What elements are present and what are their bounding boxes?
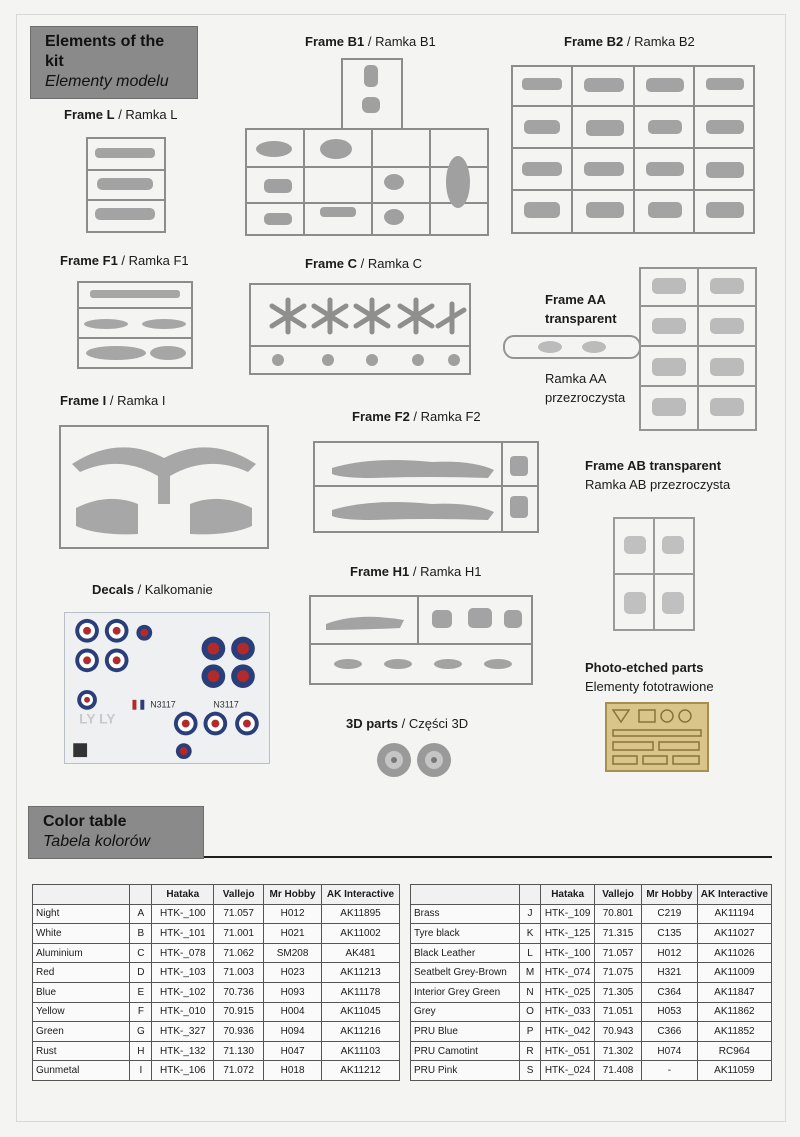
hataka-code: HTK-_033	[541, 1002, 595, 1022]
ak-code: AK11059	[697, 1061, 771, 1081]
table-row	[411, 963, 772, 983]
color-code: E	[130, 982, 152, 1002]
elements-header	[30, 26, 198, 99]
color-table-left	[32, 884, 400, 1081]
vallejo-code: 71.003	[214, 963, 264, 983]
mrhobby-code: H093	[264, 982, 322, 1002]
color-code: R	[519, 1041, 540, 1061]
color-name: Green	[33, 1022, 130, 1042]
frame-ab-label: Frame AB transparent Ramka AB przezroczysta	[585, 458, 731, 492]
vallejo-code: 71.001	[214, 924, 264, 944]
vallejo-code: 71.072	[214, 1061, 264, 1081]
color-code: P	[519, 1022, 540, 1042]
vallejo-code: 71.130	[214, 1041, 264, 1061]
hataka-code: HTK-_074	[541, 963, 595, 983]
mrhobby-code: H053	[642, 1002, 698, 1022]
mrhobby-code: C364	[642, 982, 698, 1002]
color-name: White	[33, 924, 130, 944]
color-name: Gunmetal	[33, 1061, 130, 1081]
hataka-code: HTK-_078	[152, 943, 214, 963]
color-name: Seatbelt Grey-Brown	[411, 963, 520, 983]
frame-f1-sprue	[76, 280, 194, 370]
table-row	[411, 1061, 772, 1081]
vallejo-code: 70.936	[214, 1022, 264, 1042]
vallejo-code: 70.736	[214, 982, 264, 1002]
color-name: Interior Grey Green	[411, 982, 520, 1002]
color-name: Red	[33, 963, 130, 983]
hataka-code: HTK-_327	[152, 1022, 214, 1042]
table-row	[33, 924, 400, 944]
color-name: PRU Blue	[411, 1022, 520, 1042]
mrhobby-code: H094	[264, 1022, 322, 1042]
table-row	[411, 1041, 772, 1061]
ak-code: AK11212	[322, 1061, 400, 1081]
color-name: Brass	[411, 904, 520, 924]
table-row	[33, 1041, 400, 1061]
table-row	[33, 904, 400, 924]
color-table-rule	[204, 856, 772, 858]
frame-i-label: Frame I / Ramka I	[60, 393, 166, 408]
mrhobby-code: SM208	[264, 943, 322, 963]
vallejo-code: 70.943	[595, 1022, 642, 1042]
vallejo-code: 71.051	[595, 1002, 642, 1022]
decals-label: Decals / Kalkomanie	[92, 582, 213, 597]
color-code: B	[130, 924, 152, 944]
mrhobby-code: C366	[642, 1022, 698, 1042]
decal-codes: LY LY	[79, 710, 116, 727]
mrhobby-code: C135	[642, 924, 698, 944]
vallejo-code: 70.915	[214, 1002, 264, 1022]
hataka-code: HTK-_103	[152, 963, 214, 983]
frame-h1-sprue	[308, 594, 534, 686]
color-code: H	[130, 1041, 152, 1061]
hataka-code: HTK-_106	[152, 1061, 214, 1081]
frame-c-label: Frame C / Ramka C	[305, 256, 423, 271]
frame-i-sprue	[58, 424, 270, 550]
color-name: Tyre black	[411, 924, 520, 944]
color-table-right	[410, 884, 772, 1081]
frame-b1-sprue	[244, 57, 490, 237]
ak-code: AK11009	[697, 963, 771, 983]
table-row	[411, 924, 772, 944]
color-code: A	[130, 904, 152, 924]
hataka-code: HTK-_109	[541, 904, 595, 924]
ak-code: AK11178	[322, 982, 400, 1002]
color-name: PRU Camotint	[411, 1041, 520, 1061]
hataka-code: HTK-_042	[541, 1022, 595, 1042]
ak-code: AK11045	[322, 1002, 400, 1022]
color-table-right-header: Hataka Vallejo Mr Hobby AK Interactive	[411, 885, 772, 905]
parts-3d-wheels	[376, 740, 452, 780]
hataka-code: HTK-_051	[541, 1041, 595, 1061]
mrhobby-code: H023	[264, 963, 322, 983]
vallejo-code: 71.408	[595, 1061, 642, 1081]
color-name: Aluminium	[33, 943, 130, 963]
roundels	[75, 619, 259, 759]
color-code: D	[130, 963, 152, 983]
color-code: K	[519, 924, 540, 944]
frame-l-label: Frame L / Ramka L	[64, 107, 178, 122]
mrhobby-code: H074	[642, 1041, 698, 1061]
color-code: M	[519, 963, 540, 983]
color-code: L	[519, 943, 540, 963]
elements-header-title: Elements of the kit	[45, 33, 165, 70]
color-name: Blue	[33, 982, 130, 1002]
hataka-code: HTK-_024	[541, 1061, 595, 1081]
ak-code: AK11002	[322, 924, 400, 944]
ak-code: AK11216	[322, 1022, 400, 1042]
elements-header-subtitle: Elementy modelu	[45, 73, 169, 90]
ak-code: AK11862	[697, 1002, 771, 1022]
vallejo-code: 71.302	[595, 1041, 642, 1061]
frame-b1-label: Frame B1 / Ramka B1	[305, 34, 436, 49]
color-table-header	[28, 806, 204, 859]
color-code: J	[519, 904, 540, 924]
mrhobby-code: H012	[264, 904, 322, 924]
frame-f1-label: Frame F1 / Ramka F1	[60, 253, 189, 268]
table-row	[411, 1002, 772, 1022]
frame-c-sprue	[248, 282, 472, 376]
table-row	[33, 1002, 400, 1022]
table-row	[33, 963, 400, 983]
frame-f2-label: Frame F2 / Ramka F2	[352, 409, 481, 424]
frame-b2-sprue	[510, 64, 756, 235]
table-row	[33, 982, 400, 1002]
hataka-code: HTK-_100	[152, 904, 214, 924]
frame-aa-sprue	[502, 266, 758, 432]
ak-code: AK11194	[697, 904, 771, 924]
table-row	[411, 943, 772, 963]
hataka-code: HTK-_132	[152, 1041, 214, 1061]
vallejo-code: 71.057	[214, 904, 264, 924]
color-table-title: Color table	[43, 813, 127, 830]
ak-code: AK11852	[697, 1022, 771, 1042]
mrhobby-code: H321	[642, 963, 698, 983]
color-name: PRU Pink	[411, 1061, 520, 1081]
color-code: F	[130, 1002, 152, 1022]
mrhobby-code: C219	[642, 904, 698, 924]
mrhobby-code: H004	[264, 1002, 322, 1022]
ak-code: AK11847	[697, 982, 771, 1002]
hataka-code: HTK-_102	[152, 982, 214, 1002]
table-row	[411, 982, 772, 1002]
photo-etched-label: Photo-etched parts Elementy fototrawione	[585, 660, 714, 694]
table-row	[33, 1061, 400, 1081]
decal-serial-1: N3117	[150, 699, 176, 710]
mrhobby-code: H047	[264, 1041, 322, 1061]
mrhobby-code: H021	[264, 924, 322, 944]
ak-code: AK11027	[697, 924, 771, 944]
decal-sheet	[64, 612, 270, 764]
color-name: Black Leather	[411, 943, 520, 963]
mrhobby-code: H012	[642, 943, 698, 963]
color-table-subtitle: Tabela kolorów	[43, 833, 151, 850]
frame-b2-label: Frame B2 / Ramka B2	[564, 34, 695, 49]
frame-aa-label: Frame AA transparent	[545, 292, 617, 326]
ak-code: AK11026	[697, 943, 771, 963]
color-code: S	[519, 1061, 540, 1081]
decal-serial-2: N3117	[213, 699, 239, 710]
color-code: G	[130, 1022, 152, 1042]
hataka-code: HTK-_125	[541, 924, 595, 944]
photo-etched-fret	[605, 702, 709, 772]
color-name: Grey	[411, 1002, 520, 1022]
color-table-left-header: Hataka Vallejo Mr Hobby AK Interactive	[33, 885, 400, 905]
hataka-code: HTK-_010	[152, 1002, 214, 1022]
color-name: Rust	[33, 1041, 130, 1061]
color-code: I	[130, 1061, 152, 1081]
ak-code: AK11103	[322, 1041, 400, 1061]
frame-l-sprue	[85, 136, 167, 234]
ak-code: AK11213	[322, 963, 400, 983]
frame-ab-sprue	[612, 516, 696, 632]
table-row	[33, 943, 400, 963]
frame-aa-label-pl: Ramka AA przezroczysta	[545, 371, 626, 405]
frame-f2-sprue	[312, 440, 540, 534]
table-row	[411, 904, 772, 924]
ak-code: AK11895	[322, 904, 400, 924]
color-code: O	[519, 1002, 540, 1022]
mrhobby-code: H018	[264, 1061, 322, 1081]
vallejo-code: 71.057	[595, 943, 642, 963]
color-code: C	[130, 943, 152, 963]
vallejo-code: 71.062	[214, 943, 264, 963]
vallejo-code: 71.305	[595, 982, 642, 1002]
ak-code: RC964	[697, 1041, 771, 1061]
hataka-code: HTK-_100	[541, 943, 595, 963]
vallejo-code: 71.075	[595, 963, 642, 983]
parts-3d-label: 3D parts / Części 3D	[346, 716, 469, 731]
table-row	[411, 1022, 772, 1042]
color-code: N	[519, 982, 540, 1002]
hataka-code: HTK-_101	[152, 924, 214, 944]
table-row	[33, 1022, 400, 1042]
hataka-code: HTK-_025	[541, 982, 595, 1002]
color-name: Yellow	[33, 1002, 130, 1022]
vallejo-code: 71.315	[595, 924, 642, 944]
vallejo-code: 70.801	[595, 904, 642, 924]
mrhobby-code: -	[642, 1061, 698, 1081]
ak-code: AK481	[322, 943, 400, 963]
color-name: Night	[33, 904, 130, 924]
frame-h1-label: Frame H1 / Ramka H1	[350, 564, 482, 579]
